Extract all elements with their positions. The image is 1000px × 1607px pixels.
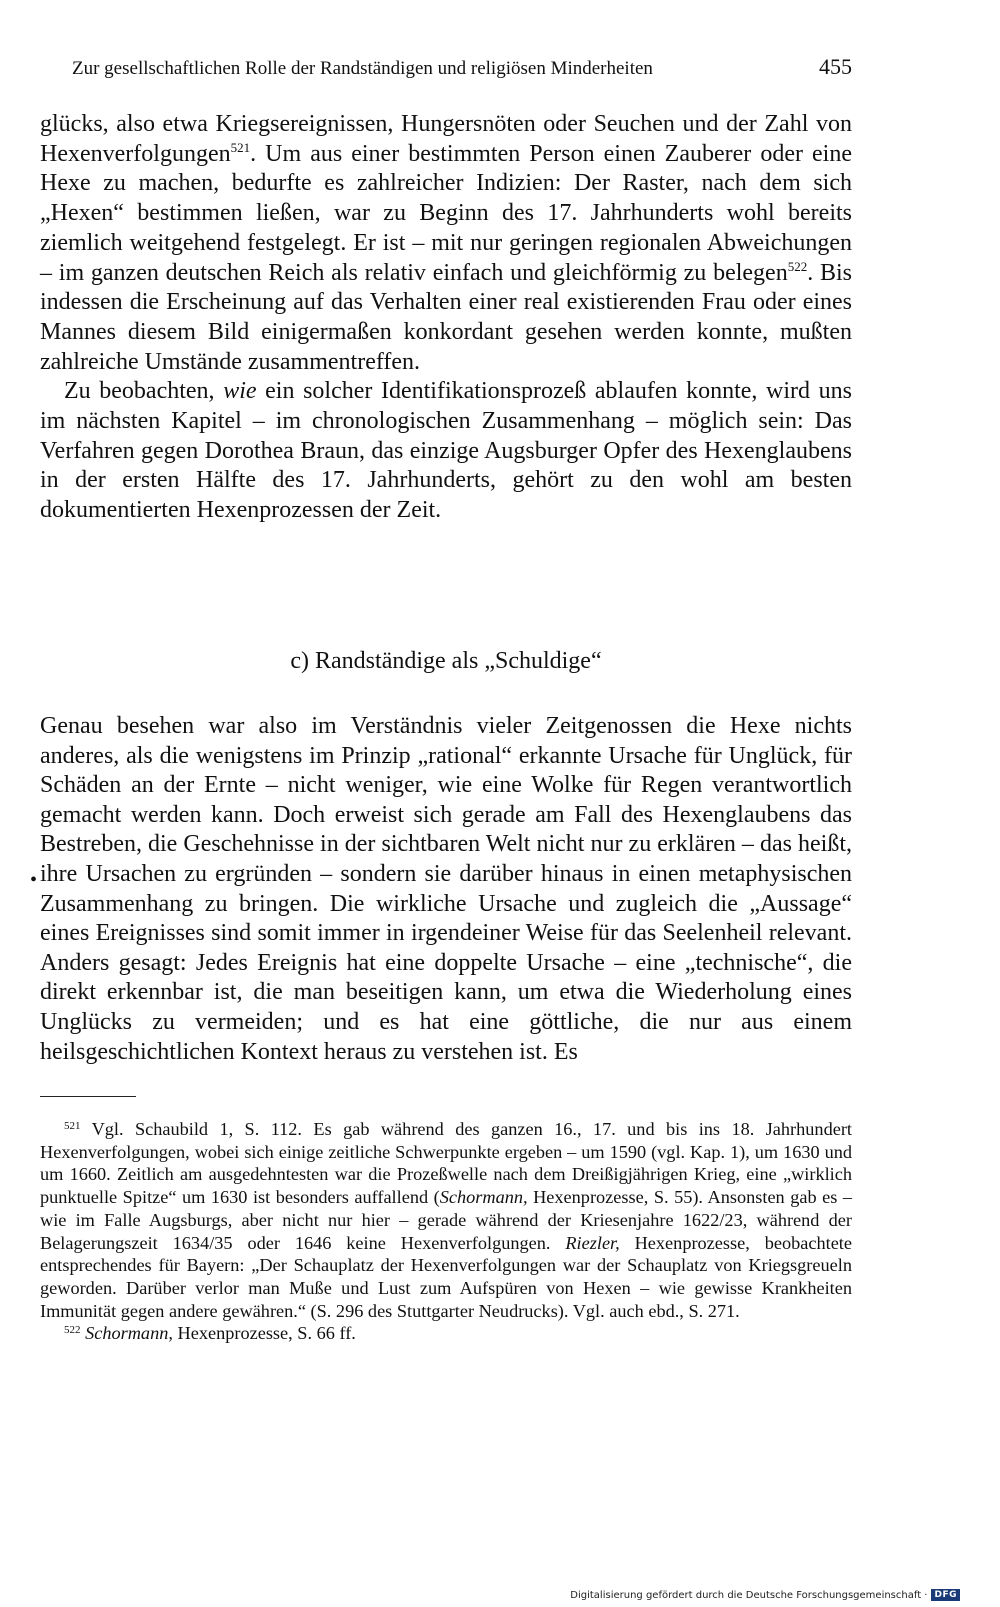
footnote-521-author-1: Schormann, <box>439 1187 528 1208</box>
paragraph-1 <box>40 110 852 377</box>
footnote-521-part-a: Vgl. Schaubild 1, S. 112. Es gab während des ganzen 16., 17. und bis ins 18. Jahrhundert Hexenverfolgungen, wobei sich einige zeitliche Schwerpunkte ergeben – um 1590 (vgl. Kap. 1), um 1630 und um 1660. Zeitlich am ausgedehntesten war die Prozeßwelle nach dem Dreißigjährigen Krieg, eine „wirklich punktuelle Spitze“ um 1630 ist besonders auffallend ( <box>40 1119 852 1208</box>
footnote-522-text: Hexenprozesse, S. 66 ff. <box>172 1323 356 1344</box>
footnotes <box>40 1118 852 1345</box>
paragraph-1-part-a: glücks, also etwa Kriegsereignissen, Hungersnöten oder Seuchen und der Zahl von Hexenverfolgungen <box>40 111 852 167</box>
section-heading: c) Randständige als „Schuldige“ <box>290 648 602 674</box>
footnote-522 <box>40 1322 852 1345</box>
paragraph-1-part-c: . Bis indessen die Erscheinung auf das Verhalten einer real existierenden Frau oder eines Mannes diesem Bild einigermaßen konkordant gesehen werden konnte, mußten zahlreiche Umstände zusammentreffen. <box>40 259 853 375</box>
footnote-521-part-b: Hexenprozesse, S. 55). Ansonsten gab es – wie im Falle Augsburgs, aber nicht nur hier – gerade während der Kriesenjahre 1622/23, während der Belagerungszeit 1634/35 oder 1646 keine Hexenverfolgungen. <box>40 1187 852 1253</box>
footnote-521-part-c: Hexenprozesse, beobachtete entsprechendes für Bayern: „Der Schauplatz der Hexenverfolgungen war der Schauplatz von Kriegsgreueln geworden. Darüber verlor man Muße und Lust zum Aufspüren von Hexen – wie gewisse Krankheiten Immunität gegen andere gewähren.“ (S. 296 des Stuttgarter Neudrucks). Vgl. auch ebd., S. 271. <box>40 1232 853 1321</box>
paragraph-1-part-b: . Um aus einer bestimmten Person einen Zauberer oder eine Hexe zu machen, bedurfte es zahlreicher Indizien: Der Raster, nach dem sich „Hexen“ bestimmen ließen, war zu Beginn des 17. Jahrhunderts wohl bereits ziemlich weitgehend festgelegt. Er ist – mit nur geringen regionalen Abweichungen – im ganzen deutschen Reich als relativ einfach und gleichförmig zu belegen <box>40 140 852 286</box>
footnote-ref-521[interactable]: 521 <box>230 139 251 155</box>
body-text-top <box>40 110 852 526</box>
footnote-number-522: 522 <box>64 1324 81 1337</box>
paragraph-2-part-b: ein solcher Identifikationsprozeß ablaufen konnte, wird uns im nächsten Kapitel – im chronologischen Zusammenhang – möglich sein: Das Verfahren gegen Dorothea Braun, das einzige Augsburger Opfer des Hexenglaubens in der ersten Hälfte des 17. Jahrhunderts, gehört zu den wohl am besten dokumentierten Hexenprozessen der Zeit. <box>40 378 853 524</box>
margin-mark: • <box>30 869 38 891</box>
footer-credit <box>570 1589 960 1601</box>
footnote-521-author-2: Riezler, <box>565 1232 620 1253</box>
footnote-ref-522[interactable]: 522 <box>787 258 808 274</box>
body-text-section <box>40 712 852 1067</box>
running-title: Zur gesellschaftlichen Rolle der Randständigen und religiösen Minderheiten <box>72 58 653 79</box>
paragraph-3: Genau besehen war also im Verständnis vieler Zeitgenossen die Hexe nichts anderes, als die wenigstens im Prinzip „rational“ erkannte Ursache für Unglück, für Schäden an der Ernte – nicht weniger, wie eine Wolke für Regen verantwortlich gemacht werden kann. Doch erweist sich gerade am Fall des Hexenglaubens das Bestreben, die Geschehnisse in der sichtbaren Welt nicht nur zu erklären – das heißt, ihre Ursachen zu ergründen – sondern sie darüber hinaus in einen metaphysischen Zusammenhang zu bringen. Die wirkliche Ursache und zugleich die „Aussage“ eines Ereignisses sind somit immer in irgendeiner Weise für das Seelenheil relevant. Anders gesagt: Jedes Ereignis hat eine doppelte Ursache – eine „technische“, die direkt erkennbar ist, die man beseitigen kann, um etwa die Wiederholung eines Unglücks zu vermeiden; und es hat eine göttliche, die nur aus einem heilsgeschichtlichen Kontext heraus zu verstehen ist. Es <box>40 713 852 1065</box>
paragraph-2-emphasis: wie <box>223 378 257 405</box>
footnote-522-author: Schormann, <box>85 1323 173 1344</box>
footer-credit-text: Digitalisierung gefördert durch die Deutsche Forschungsgemeinschaft · <box>570 1589 928 1601</box>
paragraph-2 <box>40 377 852 526</box>
page-number: 455 <box>819 54 852 79</box>
footnote-number-521: 521 <box>64 1120 81 1132</box>
footnote-rule <box>40 1096 136 1097</box>
running-head <box>72 54 852 80</box>
footnote-521 <box>40 1118 852 1322</box>
paragraph-2-part-a: Zu beobachten, <box>64 378 224 405</box>
dfg-logo: DFG <box>931 1589 960 1601</box>
